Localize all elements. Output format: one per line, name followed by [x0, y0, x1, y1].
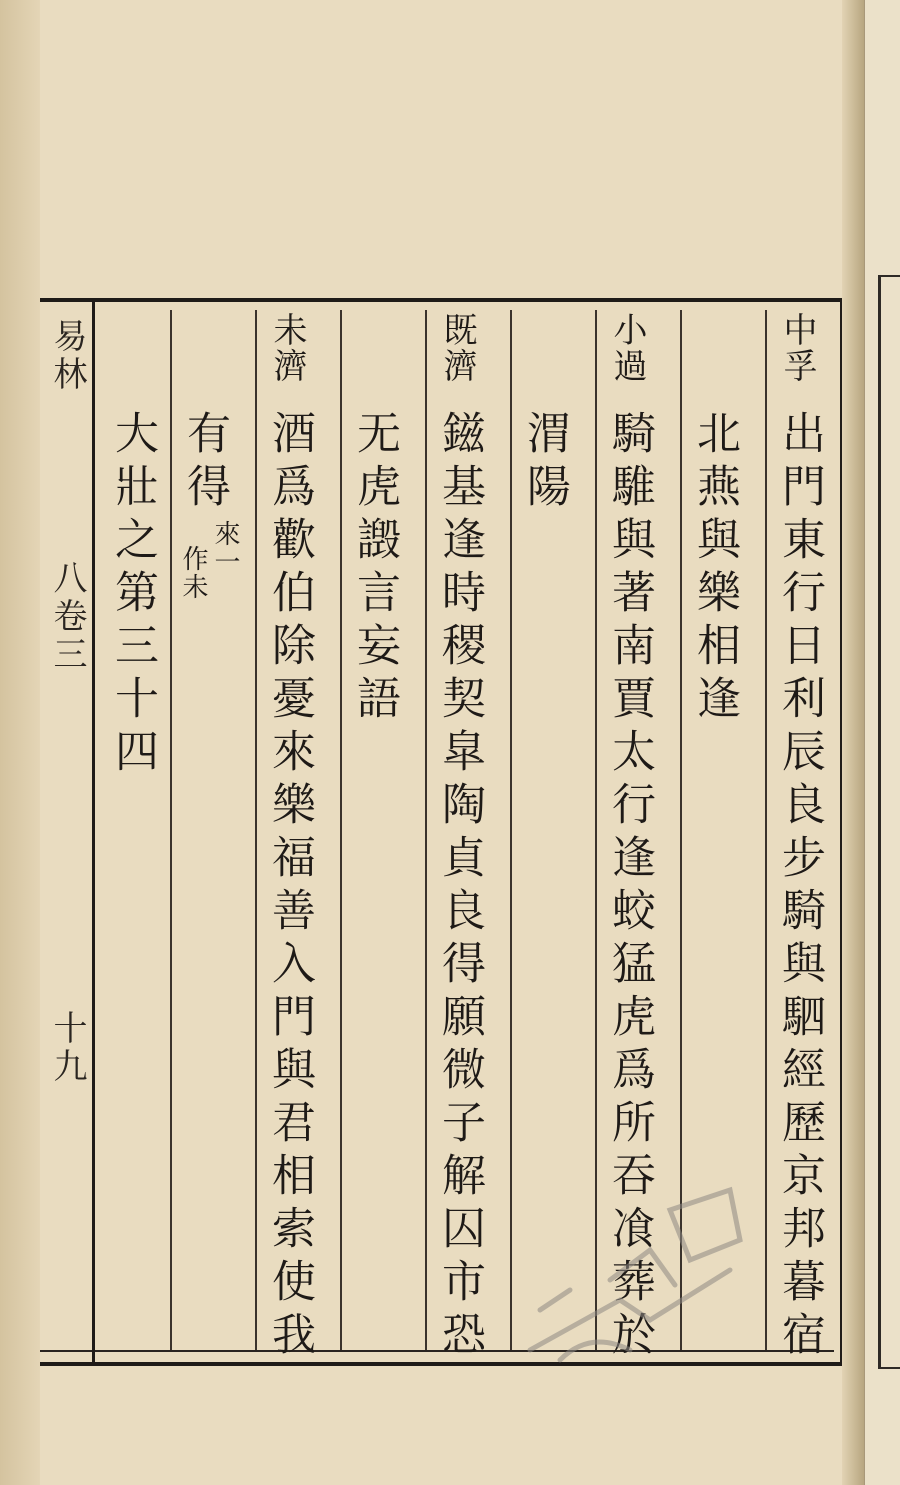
column-rule [255, 310, 257, 1350]
interlinear-note: 來一 [210, 520, 240, 576]
banxin-folio: 十九 [47, 1010, 87, 1086]
hexagram-label: 既濟 [437, 312, 477, 384]
verse-line: 鎡基逢時稷契皐陶貞良得願微子解囚市恐 [434, 410, 485, 1364]
verse-line: 北燕與樂相逢 [689, 410, 740, 728]
column-rule [765, 310, 767, 1350]
hexagram-label: 小過 [607, 312, 647, 384]
verse-line: 渭陽 [519, 410, 570, 516]
gutter-shadow [842, 0, 864, 1485]
banxin-juan: 八卷三 [47, 560, 87, 674]
interlinear-note: 作未 [178, 545, 208, 601]
verse-line: 无虎譭言妄語 [349, 410, 400, 728]
chapter-heading: 大壯之第三十四 [107, 410, 158, 781]
column-rule [170, 310, 172, 1350]
verse-line: 有得 [179, 410, 230, 516]
hexagram-label: 未濟 [267, 312, 307, 384]
column-rule [680, 310, 682, 1350]
column-rule [425, 310, 427, 1350]
banxin-rule [92, 298, 95, 1366]
verse-line: 騎騅與著南賈太行逢蛟猛虎爲所吞飡葬於 [604, 410, 655, 1364]
verse-line: 酒爲歡伯除憂來樂福善入門與君相索使我 [264, 410, 315, 1364]
column-rule [340, 310, 342, 1350]
column-rule [595, 310, 597, 1350]
verse-line: 出門東行日利辰良步騎與駟經歷京邦暮宿 [774, 410, 825, 1364]
facing-page-frame [878, 275, 900, 1369]
banxin-title: 易林 [47, 318, 87, 394]
page-edge [0, 0, 40, 1485]
hexagram-label: 中孚 [777, 312, 817, 384]
column-rule [510, 310, 512, 1350]
